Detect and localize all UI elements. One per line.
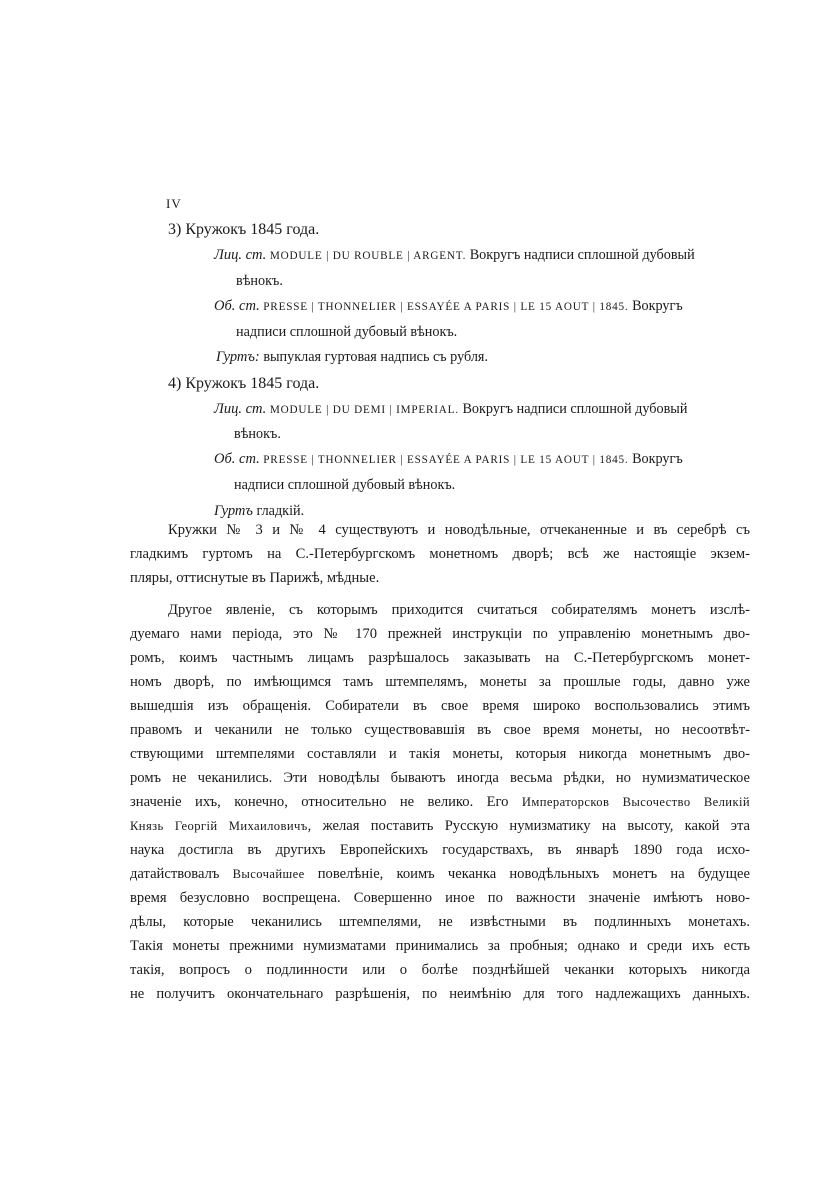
reverse-continuation: надписи сплошной дубовый вѣнокъ.: [236, 324, 458, 340]
small-caps-title: Императорсков Высочество Великій: [521, 795, 750, 809]
line-text: , желая поставить Русскую нумизматику на высоту, какой эта: [307, 818, 750, 834]
paragraph-line: ствующими штемпелями составляли и такія монеты, которыя никогда монетнымъ дво-: [130, 746, 750, 762]
paragraph-line: дѣлы, которые чеканились штемпелями, не извѣстными въ подлинныхъ монетахъ.: [130, 914, 750, 930]
paragraph-line: не получитъ окончательнаго разрѣшенія, по неимѣнію для того надлежащихъ данныхъ.: [130, 986, 750, 1002]
entry-heading: 4) Кружокъ 1845 года.: [168, 375, 320, 392]
paragraph-line: ромъ, коимъ частнымъ лицамъ разрѣшалось заказывать на С.-Петербургскомъ монет-: [130, 650, 750, 666]
reverse-continuation: надписи сплошной дубовый вѣнокъ.: [234, 477, 456, 493]
obverse-inscription: MODULE | DU DEMI | IMPERIAL.: [269, 404, 459, 416]
paragraph-line: время безусловно воспрещена. Совершенно иное по важности значеніе имѣютъ ново-: [130, 890, 750, 906]
edge-text: гладкій.: [252, 503, 305, 519]
obverse-line: [214, 398, 768, 421]
entry-heading: 3) Кружокъ 1845 года.: [168, 221, 320, 238]
coin-entry-4: [168, 372, 768, 522]
reverse-line: [214, 448, 768, 471]
paragraph-line: [130, 814, 750, 838]
paragraph-1: [130, 518, 750, 590]
line-text: значеніе ихъ, конечно, относительно не велико. Его: [130, 794, 522, 810]
obverse-line: [214, 244, 768, 267]
paragraph-line: ромъ не чеканились. Эти новодѣлы бываютъ иногда весьма рѣдки, но нумизматическое: [130, 770, 750, 786]
paragraph-line: [130, 790, 750, 814]
reverse-inscription: PRESSE | THONNELIER | ESSAYÉE A PARIS | LE 15 AOUT | 1845.: [263, 301, 629, 313]
reverse-label: Об. ст.: [214, 298, 260, 314]
obverse-continuation: вѣнокъ.: [236, 273, 283, 289]
coin-entry-3: [168, 218, 768, 368]
obverse-inscription: MODULE | DU ROUBLE | ARGENT.: [269, 250, 467, 262]
reverse-text: Вокругъ: [628, 298, 683, 314]
obverse-text: Вокругъ надписи сплошной дубовый: [458, 401, 688, 417]
paragraph-line: дуемаго нами періода, это № 170 прежней инструкціи по управленію монетнымъ дво-: [130, 626, 750, 642]
obverse-label: Лиц. ст.: [214, 247, 267, 263]
paragraph-line: Кружки № 3 и № 4 существуютъ и новодѣльные, отчеканенные и въ серебрѣ съ: [168, 522, 750, 538]
reverse-line: [214, 295, 768, 318]
line-text: повелѣніе, коимъ чеканка новодѣльныхъ монетъ на будущее: [304, 866, 750, 882]
edge-label: Гуртъ:: [216, 349, 260, 365]
paragraph-2: [130, 598, 750, 1006]
page-number: IV: [166, 196, 182, 211]
paragraph-line: такія, вопросъ о подлинности или о болѣе позднѣйшей чеканки которыхъ никогда: [130, 962, 750, 978]
paragraph-line: наука достигла въ другихъ Европейскихъ государствахъ, въ январѣ 1890 года исхо-: [130, 842, 750, 858]
edge-line: [216, 346, 768, 368]
paragraph-line: Другое явленіе, съ которымъ приходится считаться собирателямъ монетъ изслѣ-: [168, 602, 750, 618]
paragraph-line: вышедшія изъ обращенія. Собиратели въ свое время широко воспользовались этимъ: [130, 698, 750, 714]
reverse-inscription: PRESSE | THONNELIER | ESSAYÉE A PARIS | LE 15 AOUT | 1845.: [263, 454, 629, 466]
obverse-continuation: вѣнокъ.: [234, 426, 281, 442]
paragraph-line: Такія монеты прежними нумизматами принимались за пробныя; однако и среди ихъ есть: [130, 938, 750, 954]
reverse-label: Об. ст.: [214, 451, 260, 467]
obverse-label: Лиц. ст.: [214, 401, 267, 417]
paragraph-line: номъ дворѣ, по имѣющимся тамъ штемпелямъ, монеты за прошлые годы, давно уже: [130, 674, 750, 690]
paragraph-line: гладкимъ гуртомъ на С.-Петербургскомъ монетномъ дворѣ; всѣ же настоящіе экзем-: [130, 546, 750, 562]
paragraph-line: правомъ и чеканили не только существовавшія въ свое время монеты, но несоотвѣт-: [130, 722, 750, 738]
obverse-text: Вокругъ надписи сплошной дубовый: [466, 247, 695, 263]
edge-text: выпуклая гуртовая надпись съ рубля.: [259, 349, 488, 365]
edge-label: Гуртъ: [214, 503, 253, 519]
line-text: датайствовалъ: [130, 866, 233, 882]
small-caps-name: Князь Георгій Михаиловичъ: [130, 819, 308, 833]
reverse-text: Вокругъ: [628, 451, 683, 467]
paragraph-line: [130, 862, 750, 886]
small-caps-word: Высочайшее: [232, 867, 305, 881]
paragraph-line: пляры, оттиснутые въ Парижѣ, мѣдные.: [130, 570, 380, 586]
